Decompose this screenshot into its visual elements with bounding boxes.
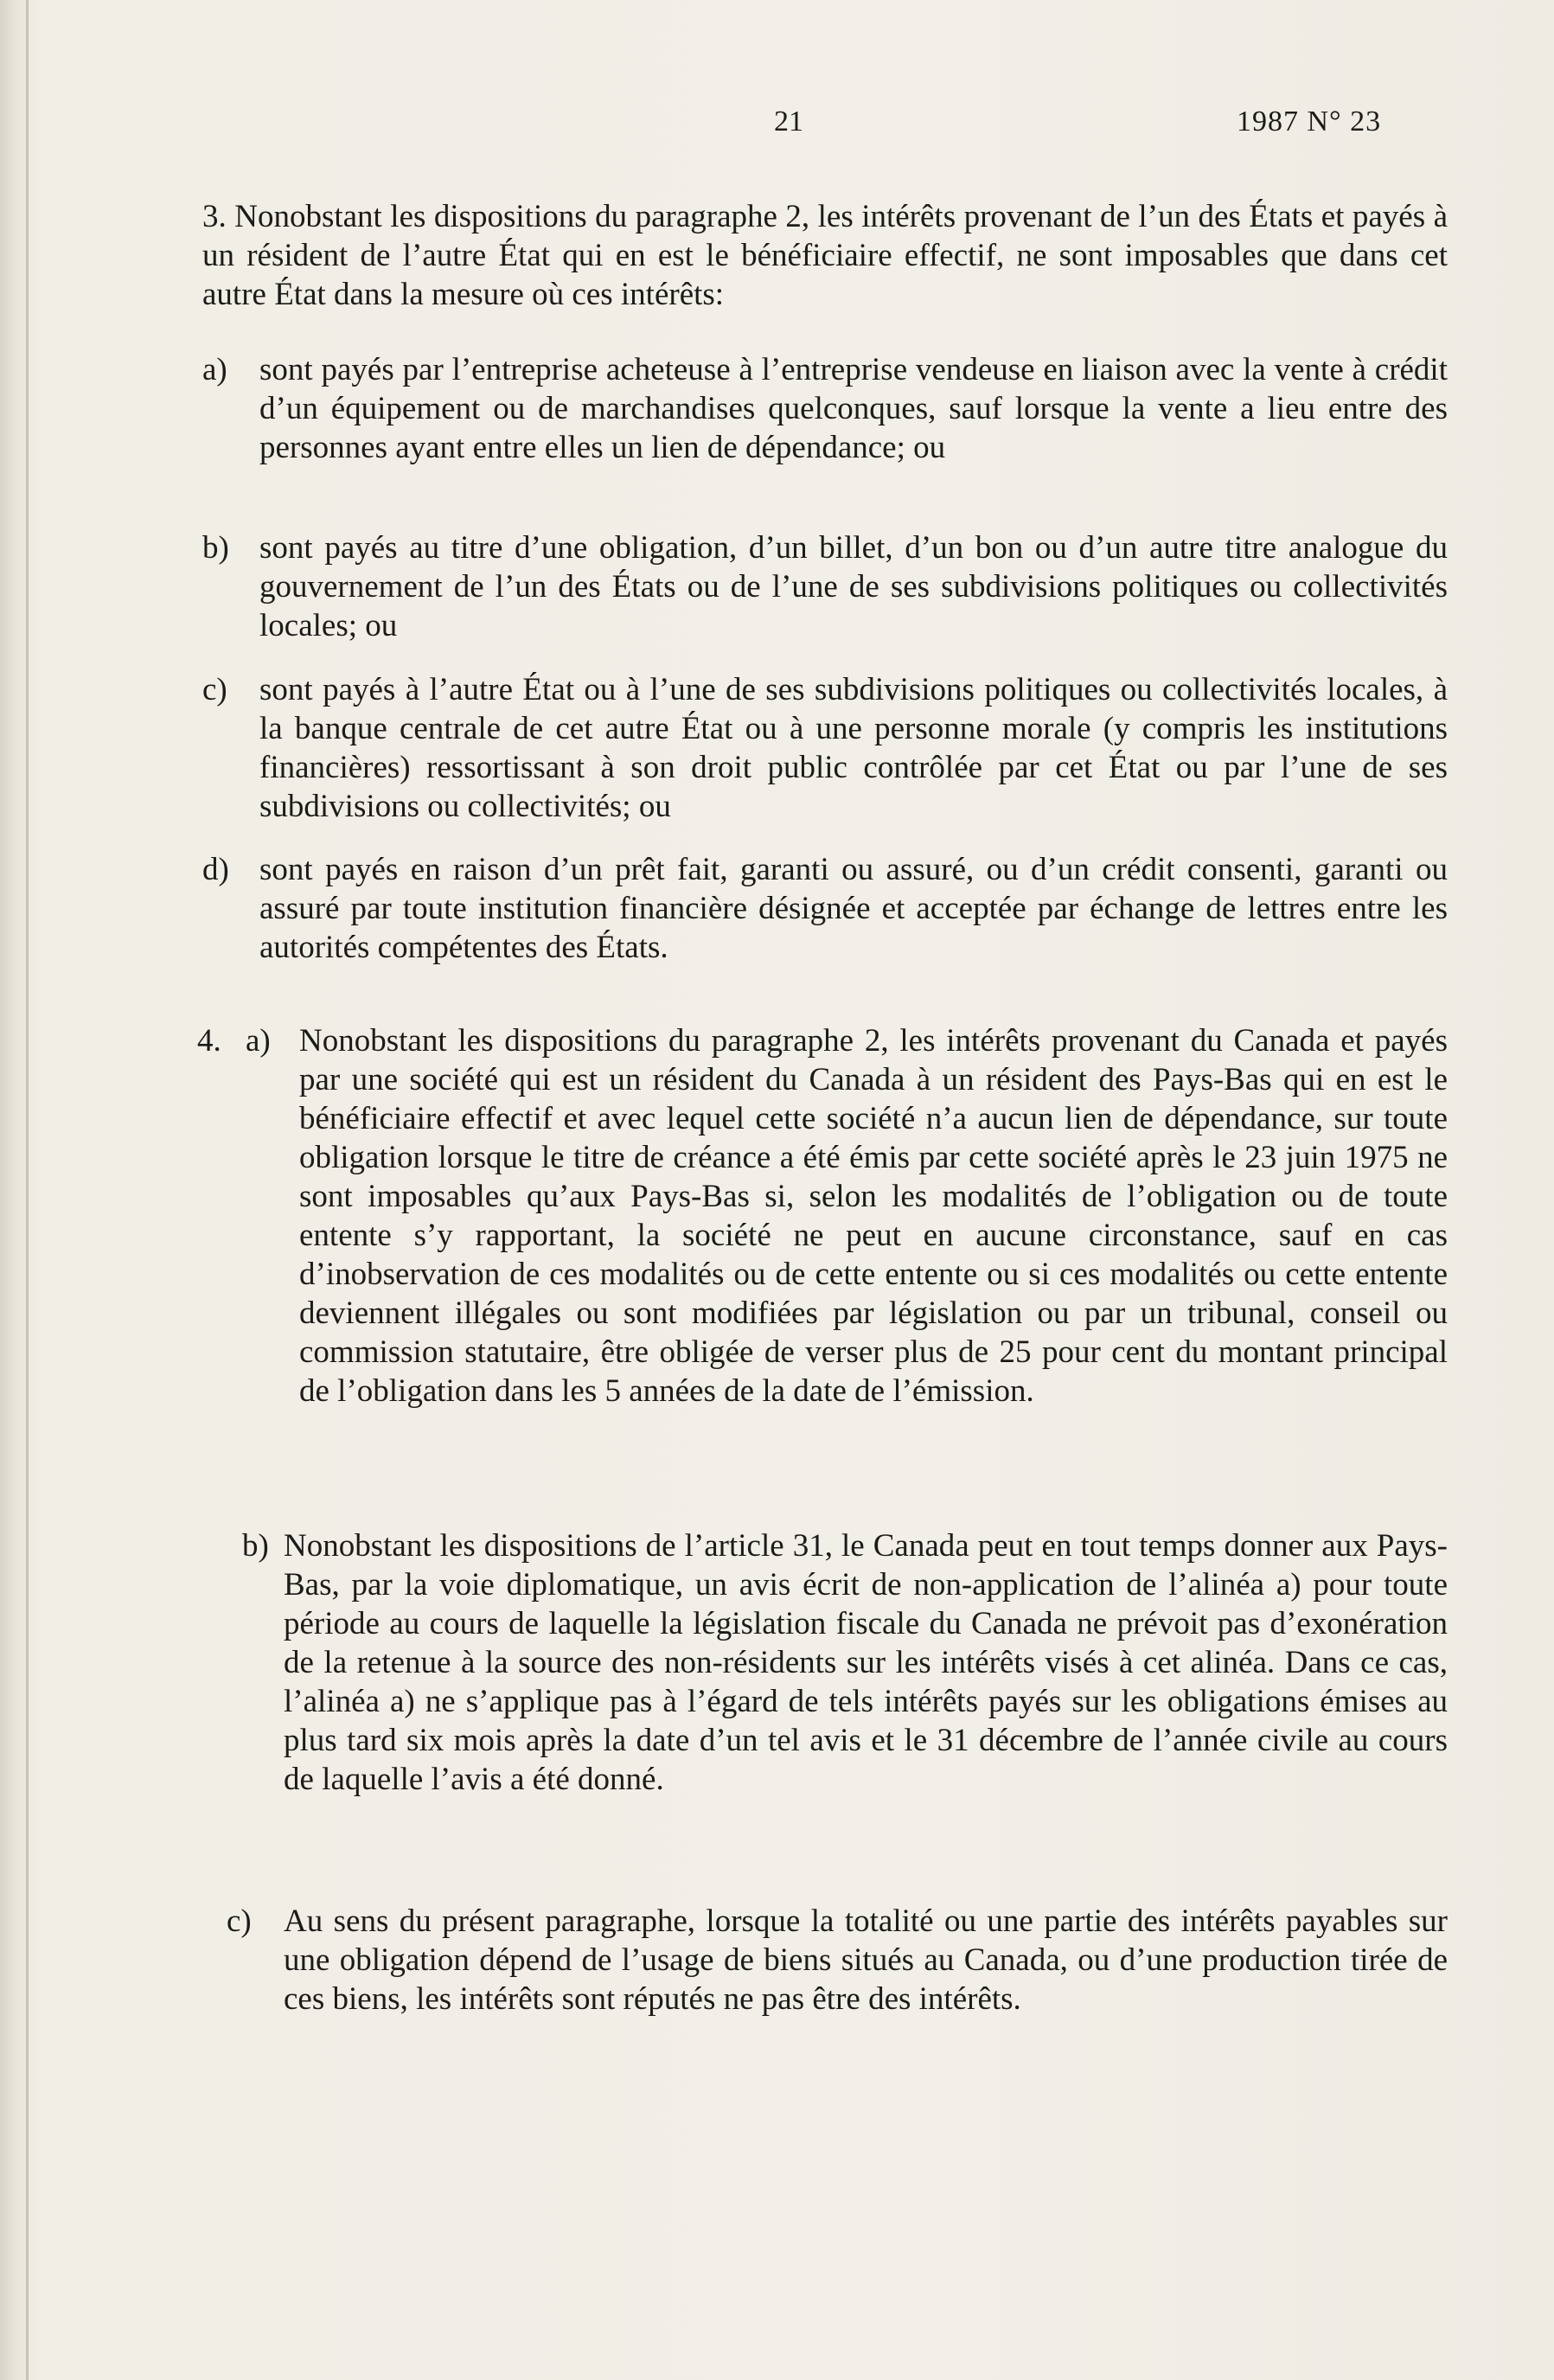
paragraph-4-item-c-text: Au sens du présent paragraphe, lorsque la totalité ou une partie des intérêts payables sur une obligation dépend de l’usage de biens situés au Canada, ou d’une production tirée de ces biens, les intérêts sont réputés ne pas être des intérêts. — [284, 1903, 1448, 2017]
publication-number: 1987 N° 23 — [1237, 106, 1382, 138]
paragraph-3-item-c-label: c) — [202, 672, 227, 707]
page-header — [0, 106, 1554, 149]
paragraph-4-item-a-text: Nonobstant les dispositions du paragraphe 2, les intérêts provenant du Canada et payés par une société qui est un résident du Canada à un résident des Pays-Bas qui en est le bénéficiaire effectif et avec lequel cette société n’a aucun lien de dépendance, sur toute obligation lorsque le titre de créance a été émis par cette société après le 23 juin 1975 ne sont imposables qu’aux Pays-Bas si, selon les modalités de l’obligation ou de toute entente s’y rapportant, la société ne peut en aucune circonstance, sauf en cas d’inobservation de ces modalités ou de cette entente ou si ces modalités ou cette entente deviennent illégales ou sont modifiées par législation ou par un tribunal, conseil ou commission statutaire, être obligée de verser plus de 25 pour cent du montant principal de l’obligation dans les 5 années de la date de l’émission. — [299, 1023, 1448, 1409]
paragraph-3-item-d-text: sont payés en raison d’un prêt fait, garanti ou assuré, ou d’un crédit consenti, garanti ou assuré par toute institution financière désignée et acceptée par échange de lettres entre les autorités compétentes des États. — [259, 852, 1448, 965]
paragraph-3-item-d-label: d) — [202, 852, 229, 887]
page-number: 21 — [774, 106, 803, 138]
paragraph-4-item-a-label: a) — [246, 1023, 271, 1059]
paragraph-4-number: 4. — [197, 1023, 221, 1059]
paragraph-3-item-b-text: sont payés au titre d’une obligation, d’un billet, d’un bon ou d’un autre titre analogue du gouvernement de l’un des États ou de l’une de ses subdivisions politiques ou collectivités locales; ou — [259, 530, 1448, 643]
paragraph-4-item-b-label: b) — [242, 1528, 269, 1564]
page-binding-edge — [26, 0, 29, 2380]
paragraph-3-text: Nonobstant les dispositions du paragraphe 2, les intérêts provenant de l’un des États et payés à un résident de l’autre État qui en est le bénéficiaire effectif, ne sont imposables que dans cet autre État dans la mesure où ces intérêts: — [202, 199, 1448, 312]
paragraph-4-item-c-label: c) — [227, 1903, 252, 1939]
paragraph-3-item-c-text: sont payés à l’autre État ou à l’une de ses subdivisions politiques ou collectivités locales, à la banque centrale de cet autre État ou à une personne morale (y compris les institutions financières) ressortissant à son droit public contrôlée par cet État ou par l’une de ses subdivisions ou collectivités; ou — [259, 672, 1448, 824]
paragraph-4-item-b-text: Nonobstant les dispositions de l’article 31, le Canada peut en tout temps donner aux Pays-Bas, par la voie diplomatique, un avis écrit de non-application de l’alinéa a) pour toute période au cours de laquelle la législation fiscale du Canada ne prévoit pas d’exonération de la retenue à la source des non-résidents sur les intérêts visés à cet alinéa. Dans ce cas, l’alinéa a) ne s’applique pas à l’égard de tels intérêts payés sur les obligations émises au plus tard six mois après la date d’un tel avis et le 31 décembre de l’année civile au cours de laquelle l’avis a été donné. — [284, 1528, 1448, 1797]
paragraph-3-intro — [202, 197, 1448, 314]
paragraph-3-number: 3. — [202, 199, 227, 234]
paragraph-3-item-a-label: a) — [202, 352, 227, 387]
paragraph-3-item-a-text: sont payés par l’entreprise acheteuse à l’entreprise vendeuse en liaison avec la vente à crédit d’un équipement ou de marchandises quelconques, sauf lorsque la vente a lieu entre des personnes ayant entre elles un lien de dépendance; ou — [259, 352, 1448, 465]
paragraph-3-item-b-label: b) — [202, 530, 229, 566]
